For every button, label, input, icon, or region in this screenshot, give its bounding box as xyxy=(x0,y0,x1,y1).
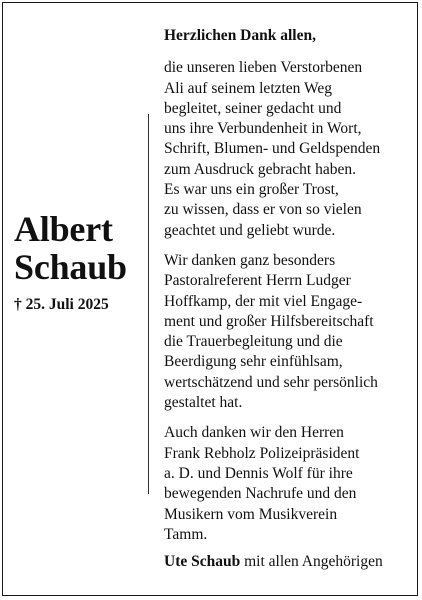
thanks-paragraph-2 xyxy=(164,251,408,413)
text-line: zu wissen, dass er von so vielen xyxy=(164,201,362,219)
text-line: Tamm. xyxy=(164,525,208,543)
text-line: begleitet, seiner gedacht und xyxy=(164,99,342,117)
text-line: Beerdigung sehr einfühlsam, xyxy=(164,353,343,371)
signature-rest: mit allen Angehörigen xyxy=(240,553,383,570)
text-line: die Trauerbegleitung und die xyxy=(164,333,343,351)
text-line: Pastoralreferent Herrn Ludger xyxy=(164,272,351,290)
text-line: Hoffkamp, der mit viel Engage- xyxy=(164,292,363,310)
text-line: gestaltet hat. xyxy=(164,394,243,412)
signature-name: Ute Schaub xyxy=(164,553,241,570)
thanks-heading: Herzlichen Dank allen, xyxy=(164,27,316,44)
signature xyxy=(164,553,383,571)
thanks-paragraph-1 xyxy=(164,58,408,241)
text-line: ment und großer Hilfsbereitschaft xyxy=(164,312,374,330)
thanks-text xyxy=(164,26,408,555)
deceased-first-name: Albert xyxy=(14,209,113,249)
text-line: uns ihre Verbundenheit in Wort, xyxy=(164,120,362,138)
text-line: bewegenden Nachrufe und den xyxy=(164,485,357,503)
text-line: zum Ausdruck gebracht haben. xyxy=(164,160,356,178)
text-line: Musikern vom Musikverein xyxy=(164,505,338,523)
deceased-panel xyxy=(0,0,145,600)
death-date: † 25. Juli 2025 xyxy=(14,296,109,313)
text-line: Frank Rebholz Polizeipräsident xyxy=(164,444,360,462)
text-line: a. D. und Dennis Wolf für ihre xyxy=(164,464,353,482)
text-line: wertschätzend und sehr persönlich xyxy=(164,373,378,391)
deceased-name xyxy=(14,210,127,286)
text-line: Ali auf seinem letzten Weg xyxy=(164,79,333,97)
deceased-last-name: Schaub xyxy=(14,247,127,287)
text-line: Wir danken ganz besonders xyxy=(164,251,336,269)
text-line: die unseren lieben Verstorbenen xyxy=(164,59,363,77)
text-line: Auch danken wir den Herren xyxy=(164,424,344,442)
column-divider xyxy=(148,114,149,494)
text-line: geachtet und geliebt wurde. xyxy=(164,221,336,239)
thanks-paragraph-3 xyxy=(164,423,408,545)
text-line: Es war uns ein großer Trost, xyxy=(164,181,339,199)
text-line: Schrift, Blumen- und Geldspenden xyxy=(164,140,381,158)
